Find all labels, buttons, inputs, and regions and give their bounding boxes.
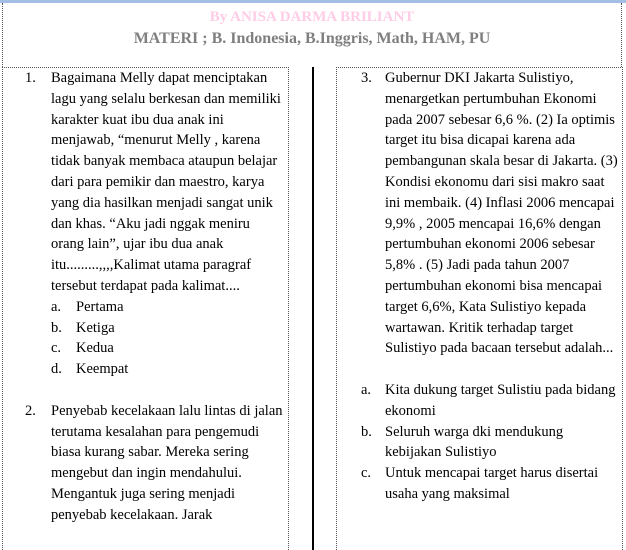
option-b — [361, 422, 622, 464]
question-3 — [337, 68, 622, 359]
option-text: Ketiga — [76, 319, 115, 336]
option-c — [361, 463, 622, 505]
question-text: Gubernur DKI Jakarta Sulistiyo, menargetkan pertumbuhan Ekonomi pada 2007 sebesar 6,6 %. (2) Ia optimis target itu bisa dicapai karena ada pembangunan skala besar di Jakarta. (3) Kondisi ekonomu dari sisi makro saat ini membaik. (4) Inflasi 2006 mencapai 9,9% , 2005 mencapai 16,6% dengan pertumbuhan ekonomi 2006 sebesar 5,8% . (5) Jadi pada tahun 2007 pertumbuhan ekonomi bisa mencapai target 6,6%, Kata Sulistiyo kepada wartawan. Kritik terhadap target Sulistiyo pada bacaan tersebut adalah... — [385, 70, 618, 357]
option-letter: d. — [51, 361, 62, 378]
spacer — [337, 359, 622, 380]
author-line: By ANISA DARMA BRILIANT — [209, 9, 415, 25]
left-column — [2, 67, 289, 550]
option-a — [51, 297, 288, 318]
option-text: Pertama — [76, 298, 124, 315]
spacer — [3, 380, 288, 401]
option-letter: a. — [51, 298, 62, 315]
option-text: Kedua — [76, 340, 114, 357]
option-text: Untuk mencapai target harus disertai usaha yang maksimal — [385, 465, 599, 502]
option-d — [51, 359, 288, 380]
option-a — [361, 380, 622, 422]
option-letter: c. — [361, 465, 372, 482]
subjects-line: MATERI ; B. Indonesia, B.Inggris, Math, HAM, PU — [133, 30, 491, 47]
option-letter: c. — [51, 340, 62, 357]
answer-options — [361, 380, 622, 505]
answer-options — [51, 297, 288, 380]
option-text: Seluruh warga dki mendukung kebijakan Sulistiyo — [385, 423, 564, 461]
question-text: Penyebab kecelakaan lalu lintas di jalan terutama kesalahan para pengemudi biasa kurang sabar. Mereka sering mengebut dan ingin mendahului. Mengantuk juga sering menjadi penyebab kecelakaan. Jarak — [51, 402, 283, 523]
question-number: 2. — [25, 402, 36, 419]
option-letter: b. — [361, 423, 372, 440]
question-1 — [3, 68, 288, 380]
option-letter: b. — [51, 319, 62, 336]
document-header — [2, 3, 622, 67]
column-divider — [312, 67, 314, 550]
option-b — [51, 318, 288, 339]
question-text: Bagaimana Melly dapat menciptakan lagu yang selalu berkesan dan memiliki karakter kuat ibu dua anak ini menjawab, “menurut Melly , karena tidak banyak membaca ataupun belajar dari para pemikir dan maestro, karya yang dia hasilkan menjadi sangat unik dan khas. “Aku jadi nggak meniru orang lain”, ujar ibu dua anak itu.........,,,,Kalimat utama paragraf tersebut terdapat pada kalimat.... — [51, 70, 281, 294]
question-number: 1. — [25, 70, 36, 86]
question-number: 3. — [361, 70, 372, 86]
question-2 — [3, 401, 288, 526]
option-c — [51, 338, 288, 359]
option-text: Keempat — [76, 361, 129, 378]
right-column — [336, 67, 623, 550]
option-text: Kita dukung target Sulistiu pada bidang ekonomi — [385, 381, 616, 419]
option-letter: a. — [361, 381, 372, 398]
